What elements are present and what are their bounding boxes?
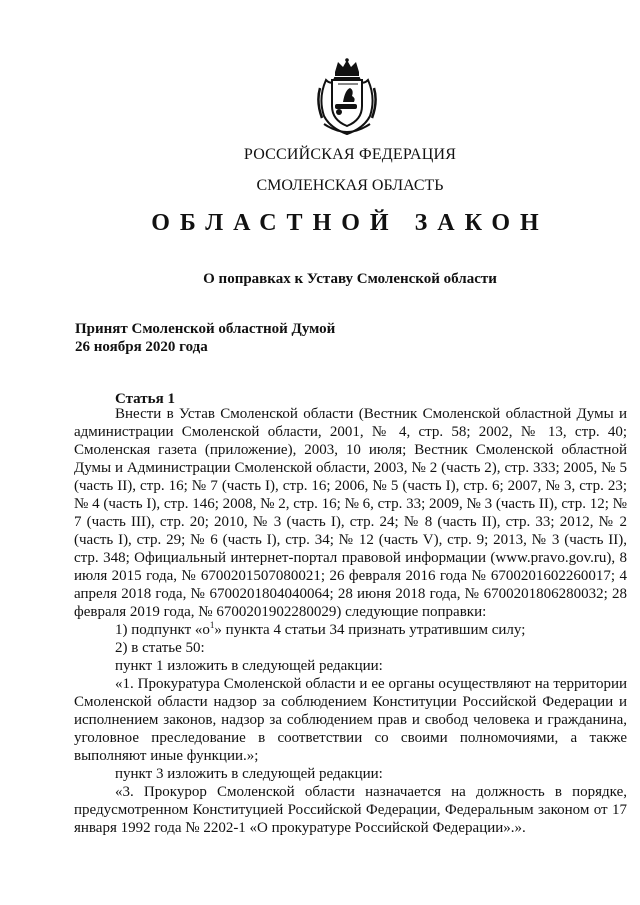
point-3-text: «3. Прокурор Смоленской области назначается на должность в порядке, предусмотренном Конституцией Российской Федерации, Федеральным законом от 17 января 1992 года № 2202-1 «О прокуратуре Российской Федерации».».: [74, 784, 627, 836]
adoption-line: Принят Смоленской областной Думой: [75, 321, 336, 337]
country-heading: РОССИЙСКАЯ ФЕДЕРАЦИЯ: [243, 146, 457, 163]
item-2-paragraph: 2) в статье 50:: [115, 640, 205, 656]
point-1-intro: пункт 1 изложить в следующей редакции:: [115, 658, 383, 674]
article-body: [74, 405, 627, 837]
coat-of-arms-icon: [316, 58, 378, 136]
adoption-info: [75, 320, 335, 356]
document-type-heading: ОБЛАСТНОЙ ЗАКОН: [151, 210, 549, 236]
article-heading: Статья 1: [115, 391, 175, 407]
item-1-paragraph: [74, 621, 627, 639]
point-3-intro: пункт 3 изложить в следующей редакции:: [115, 766, 383, 782]
item-1-text-start: 1) подпункт «о: [115, 622, 210, 638]
item-1-text-end: » пункта 4 статьи 34 признать утратившим силу;: [214, 622, 526, 638]
article-intro-paragraph: Внести в Устав Смоленской области (Вестник Смоленской областной Думы и администрации Смоленской области, 2001, № 4, стр. 58; 2002, № 13, стр. 40; Смоленская газета (приложение), 2003, 10 июля; Вестник Смоленской областной Думы и Администрации Смоленской области, 2003, № 2 (часть 2), стр. 333; 2005, № 5 (часть II), стр. 16; № 7 (часть I), стр. 16; 2006, № 5 (часть I), стр. 6; 2007, № 3, стр. 23; № 4 (часть I), стр. 146; 2008, № 2, стр. 16; № 6, стр. 33; 2009, № 3 (часть II), стр. 12; № 7 (часть III), стр. 20; 2010, № 3 (часть I), стр. 24; № 8 (часть II), стр. 33; 2012, № 2 (часть I), стр. 29; № 6 (часть I), стр. 34; № 12 (часть V), стр. 9; 2013, № 3 (часть II), стр. 348; Официальный интернет-портал правовой информации (www.pravo.gov.ru), 8 июля 2015 года, № 6700201507080021; 26 февраля 2016 года № 6700201602260017; 4 апреля 2018 года, № 6700201804040064; 28 июня 2018 года, № 6700201806280032; 28 февраля 2019 года, № 6700201902280029) следующие поправки:: [74, 406, 627, 620]
adoption-date: 26 ноября 2020 года: [75, 339, 208, 355]
point-1-text: «1. Прокуратура Смоленской области и ее органы осуществляют на территории Смоленской области надзор за соблюдением Конституции Российской Федерации и исполнением законов, надзор за соблюдением прав и свобод человека и гражданина, уголовное преследование в соответствии со своими полномочиями, а также выполняют иные функции.»;: [74, 676, 627, 764]
law-title: О поправках к Уставу Смоленской области: [203, 271, 497, 287]
item-1-superscript: 1: [209, 620, 215, 630]
region-heading: СМОЛЕНСКАЯ ОБЛАСТЬ: [256, 177, 444, 194]
